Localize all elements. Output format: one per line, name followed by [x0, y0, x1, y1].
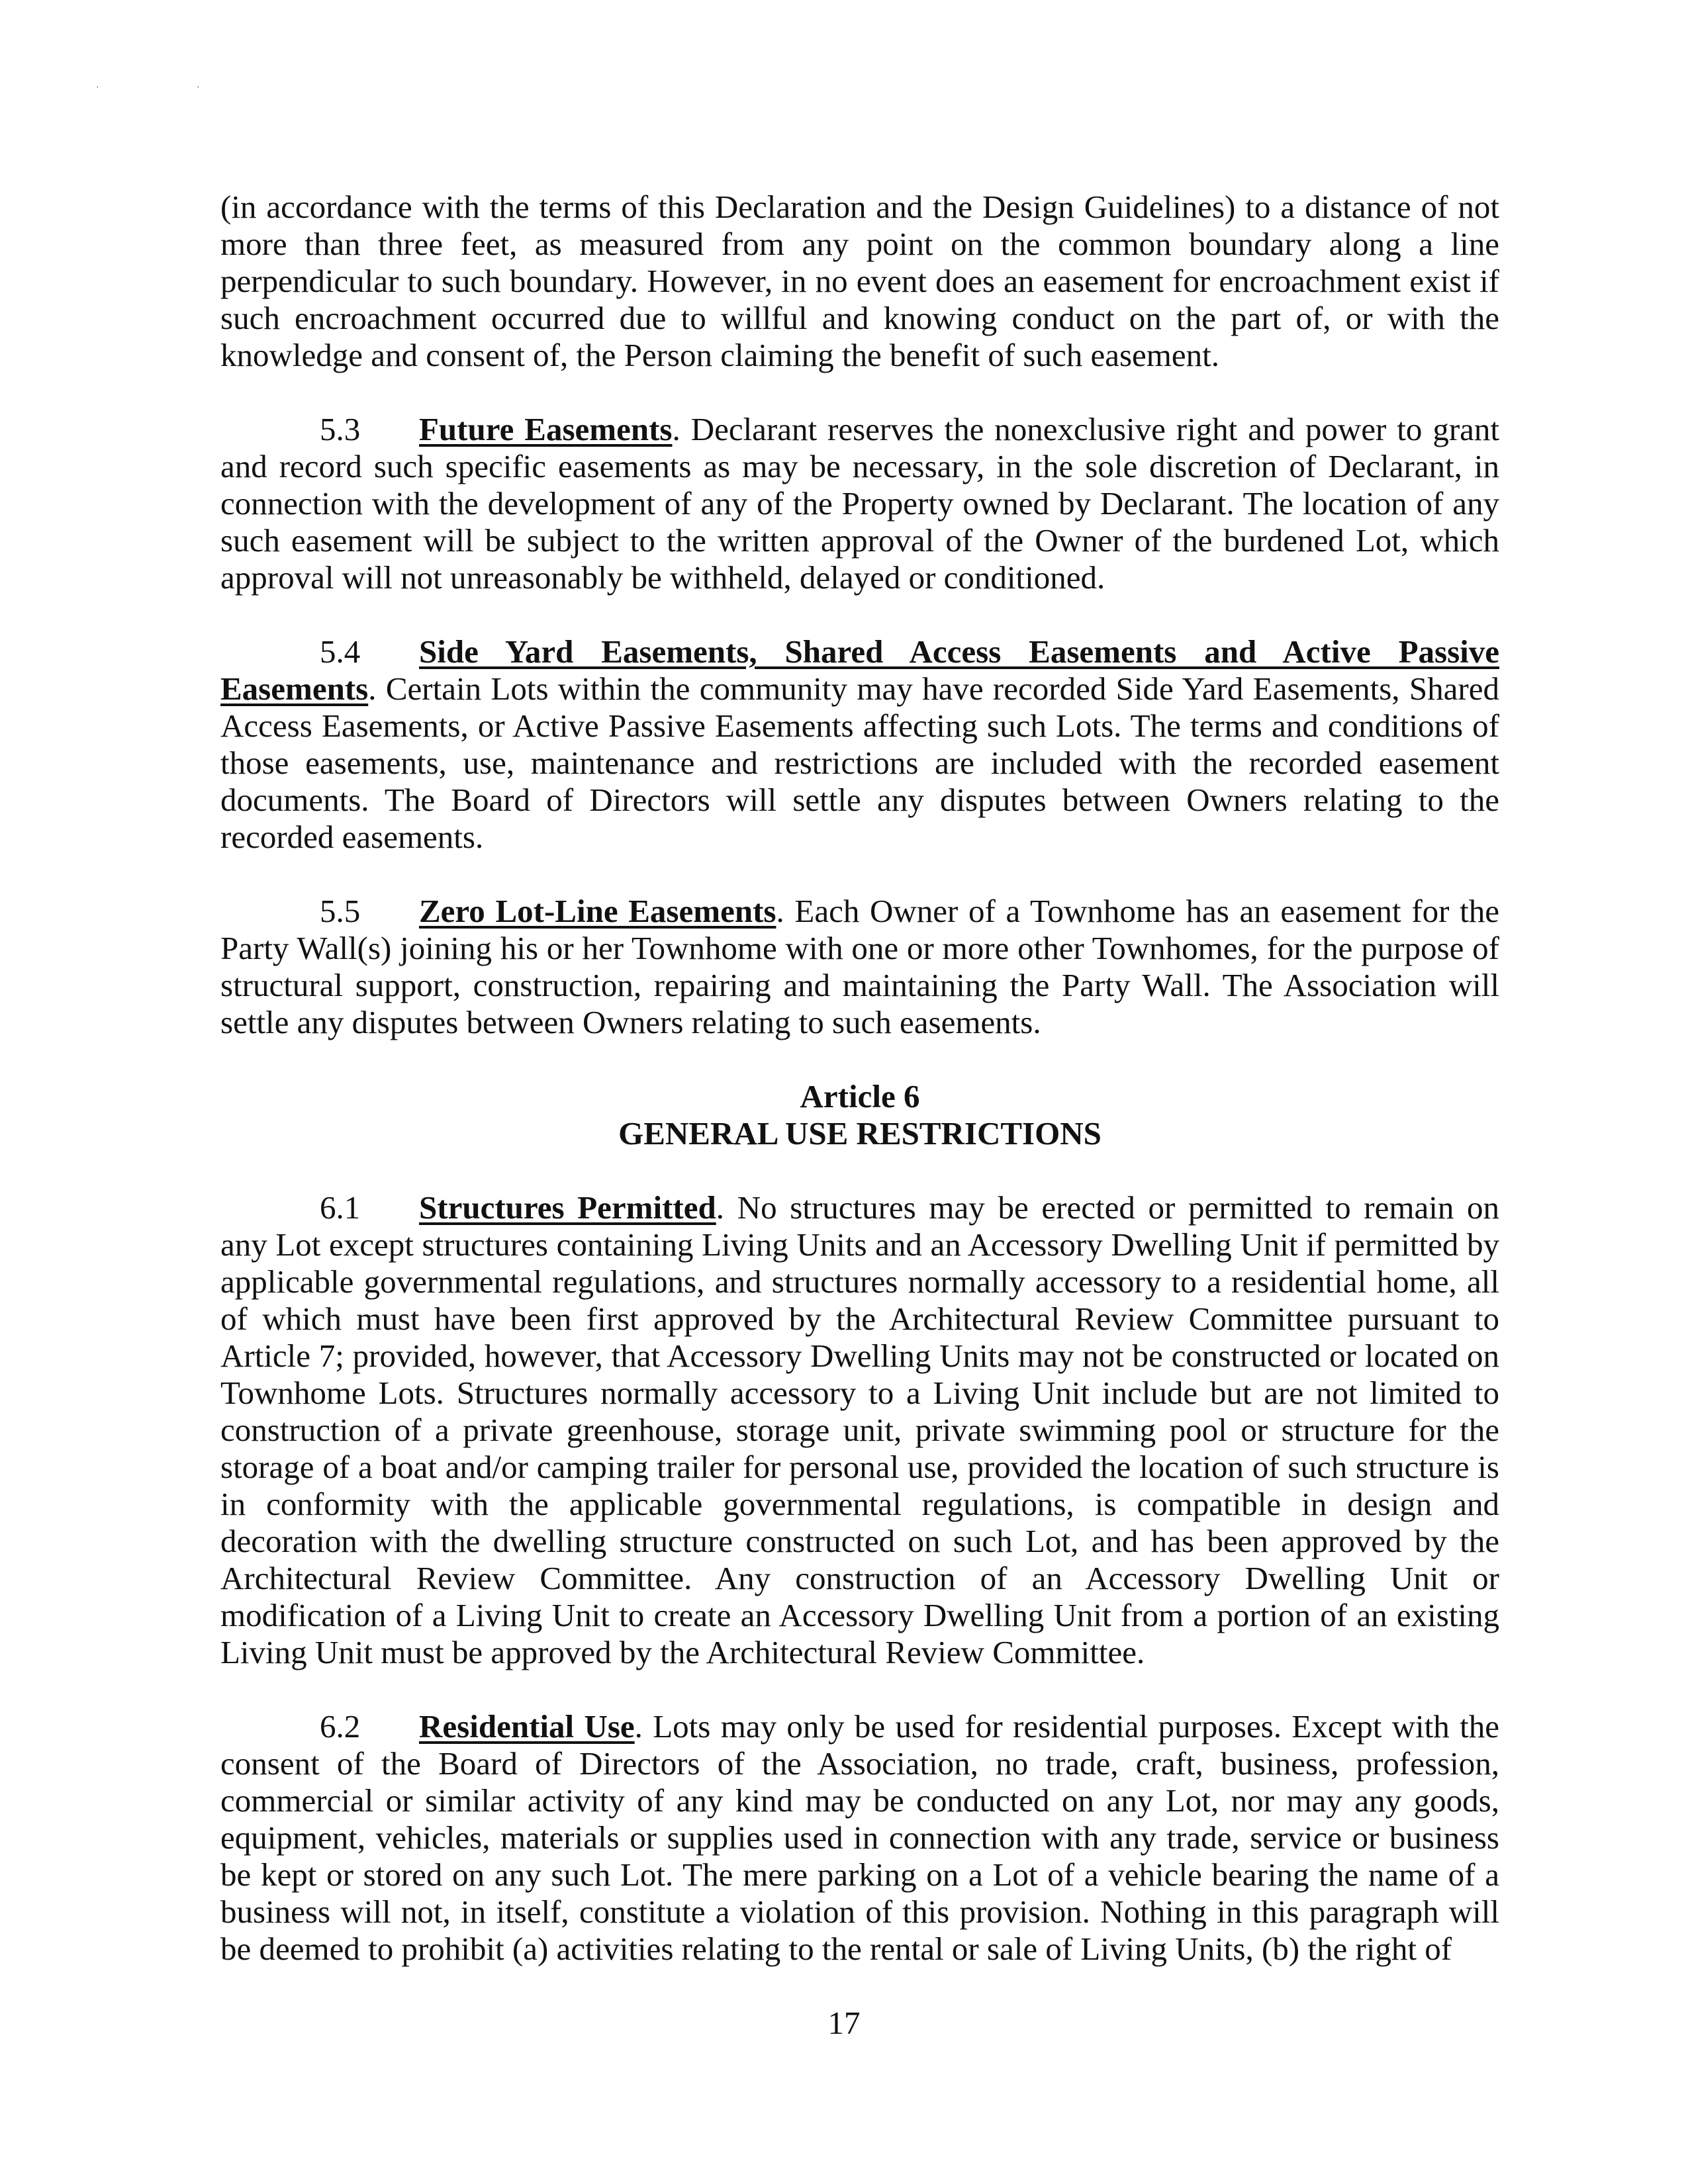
- section-body: Certain Lots within the community may have recorded Side Yard Easements, Shared Access Easements, or Active Passive Easements affecting such Lots. The terms and conditions of those easements, use, maintenance and restrictions are included with the recorded easement documents. The Board of Directors will settle any disputes between Owners relating to the recorded easements.: [220, 670, 1499, 855]
- section-heading: Residential Use: [419, 1708, 635, 1745]
- section-number: 5.4: [320, 633, 361, 670]
- article-title: GENERAL USE RESTRICTIONS: [618, 1115, 1102, 1152]
- section-heading: Zero Lot-Line Easements: [419, 893, 776, 929]
- continuation-paragraph: (in accordance with the terms of this Declaration and the Design Guidelines) to a distance of not more than three feet, as measured from any point on the common boundary along a line perpendicular to such boundary. However, in no event does an easement for encroachment exist if such encroachment occurred due to willful and knowing conduct on the part of, or with the knowledge and consent of, the Person claiming the benefit of such easement.: [220, 189, 1499, 373]
- section-body: Each Owner of a Townhome has an easement for the Party Wall(s) joining his or her Townhome with one or more other Townhomes, for the purpose of structural support, construction, repairing and maintaining the Party Wall. The Association will settle any disputes between Owners relating to such easements.: [220, 893, 1499, 1040]
- section-5-3: 5.3 Future Easements. Declarant reserves the nonexclusive right and power to grant and record such specific easements as may be necessary, in the sole discretion of Declarant, in connection with the development of any of the Property owned by Declarant. The location of any such easement will be subject to the written approval of the Owner of the burdened Lot, which approval will not unreasonably be withheld, delayed or conditioned.: [220, 411, 1499, 596]
- page-number: 17: [827, 2005, 861, 2041]
- section-number: 6.2: [320, 1708, 361, 1745]
- article-label: Article 6: [800, 1078, 920, 1115]
- section-6-1: 6.1 Structures Permitted. No structures may be erected or permitted to remain on any Lot except structures containing Living Units and an Accessory Dwelling Unit if permitted by applicable governmental regulations, and structures normally accessory to a residential home, all of which must have been first approved by the Architectural Review Committee pursuant to Article 7; provided, however, that Accessory Dwelling Units may not be constructed or located on Townhome Lots. Structures normally accessory to a Living Unit include but are not limited to construction of a private greenhouse, storage unit, private swimming pool or structure for the storage of a boat and/or camping trailer for personal use, provided the location of such structure is in conformity with the applicable governmental regulations, is compatible in design and decoration with the dwelling structure constructed on such Lot, and has been approved by the Architectural Review Committee. Any construction of an Accessory Dwelling Unit or modification of a Living Unit to create an Accessory Dwelling Unit from a portion of an existing Living Unit must be approved by the Architectural Review Committee.: [220, 1189, 1499, 1670]
- scan-mark: ': [97, 85, 99, 95]
- section-heading: Future Easements: [419, 411, 673, 447]
- scan-mark: ': [197, 85, 199, 95]
- section-heading: Structures Permitted: [419, 1189, 716, 1226]
- section-6-2: 6.2 Residential Use. Lots may only be used for residential purposes. Except with the consent of the Board of Directors of the Association, no trade, craft, business, profession, commercial or similar activity of any kind may be conducted on any Lot, nor may any goods, equipment, vehicles, materials or supplies used in connection with any trade, service or business be kept or stored on any such Lot. The mere parking on a Lot of a vehicle bearing the name of a business will not, in itself, constitute a violation of this provision. Nothing in this paragraph will be deemed to prohibit (a) activities relating to the rental or sale of Living Units, (b) the right of: [220, 1708, 1499, 1967]
- section-number: 5.3: [320, 411, 361, 447]
- section-5-4: 5.4 Side Yard Easements, Shared Access Easements and Active Passive Easements. Certain Lots within the community may have recorded Side Yard Easements, Shared Access Easements, or Active Passive Easements affecting such Lots. The terms and conditions of those easements, use, maintenance and restrictions are included with the recorded easement documents. The Board of Directors will settle any disputes between Owners relating to the recorded easements.: [220, 633, 1499, 855]
- section-heading: Side Yard Easements, Shared Access Easements and Active Passive Easements: [220, 633, 1499, 707]
- section-number: 6.1: [320, 1189, 361, 1226]
- section-body: Declarant reserves the nonexclusive right and power to grant and record such specific easements as may be necessary, in the sole discretion of Declarant, in connection with the development of any of the Property owned by Declarant. The location of any such easement will be subject to the written approval of the Owner of the burdened Lot, which approval will not unreasonably be withheld, delayed or conditioned.: [220, 411, 1499, 596]
- section-number: 5.5: [320, 893, 361, 929]
- section-5-5: 5.5 Zero Lot-Line Easements. Each Owner of a Townhome has an easement for the Party Wall(s) joining his or her Townhome with one or more other Townhomes, for the purpose of structural support, construction, repairing and maintaining the Party Wall. The Association will settle any disputes between Owners relating to such easements.: [220, 893, 1499, 1040]
- document-page: [220, 189, 1499, 1968]
- article-heading: [220, 1078, 1499, 1152]
- section-body: No structures may be erected or permitted to remain on any Lot except structures containing Living Units and an Accessory Dwelling Unit if permitted by applicable governmental regulations, and structures normally accessory to a residential home, all of which must have been first approved by the Architectural Review Committee pursuant to Article 7; provided, however, that Accessory Dwelling Units may not be constructed or located on Townhome Lots. Structures normally accessory to a Living Unit include but are not limited to construction of a private greenhouse, storage unit, private swimming pool or structure for the storage of a boat and/or camping trailer for personal use, provided the location of such structure is in conformity with the applicable governmental regulations, is compatible in design and decoration with the dwelling structure constructed on such Lot, and has been approved by the Architectural Review Committee. Any construction of an Accessory Dwelling Unit or modification of a Living Unit to create an Accessory Dwelling Unit from a portion of an existing Living Unit must be approved by the Architectural Review Committee.: [220, 1189, 1499, 1670]
- section-body: Lots may only be used for residential purposes. Except with the consent of the Board of Directors of the Association, no trade, craft, business, profession, commercial or similar activity of any kind may be conducted on any Lot, nor may any goods, equipment, vehicles, materials or supplies used in connection with any trade, service or business be kept or stored on any such Lot. The mere parking on a Lot of a vehicle bearing the name of a business will not, in itself, constitute a violation of this provision. Nothing in this paragraph will be deemed to prohibit (a) activities relating to the rental or sale of Living Units, (b) the right of: [220, 1708, 1499, 1967]
